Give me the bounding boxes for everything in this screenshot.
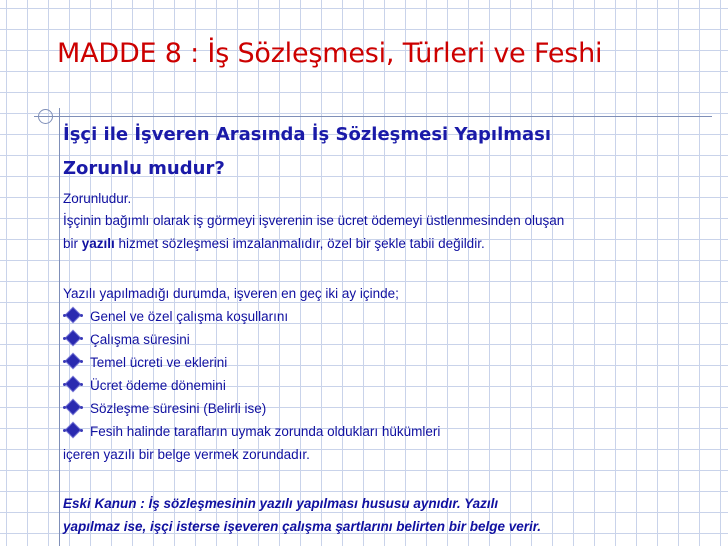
list-item bbox=[63, 308, 288, 324]
diamond-bullet-icon bbox=[63, 331, 85, 347]
intro-text: Yazılı yapılmadığı durumda, işveren en geç iki ay içinde; bbox=[63, 286, 399, 301]
diamond-bullet-icon bbox=[63, 377, 85, 393]
list-item bbox=[63, 354, 227, 370]
diamond-bullet-icon bbox=[63, 308, 85, 324]
heading-line-1: İşçi ile İşveren Arasında İş Sözleşmesi Yapılması bbox=[63, 124, 552, 145]
note-line-1: Eski Kanun : İş sözleşmesinin yazılı yapılması hususu aynıdır. Yazılı bbox=[63, 496, 499, 511]
list-item bbox=[63, 423, 440, 439]
list-item bbox=[63, 377, 226, 393]
paragraph-line-1: İşçinin bağımlı olarak iş görmeyi işverenin ise ücret ödemeyi üstlenmesinden oluşan bbox=[63, 213, 565, 228]
margin-circle-decoration bbox=[38, 109, 53, 124]
paragraph-line-2 bbox=[63, 236, 485, 251]
paragraph-line-2-post: hizmet sözleşmesi imzalanmalıdır, özel bir şekle tabii değildir. bbox=[114, 236, 485, 251]
list-item-label: Fesih halinde tarafların uymak zorunda oldukları hükümleri bbox=[90, 423, 441, 439]
list-item-label: Çalışma süresini bbox=[90, 331, 190, 347]
list-item-label: Genel ve özel çalışma koşullarını bbox=[90, 308, 289, 324]
diamond-bullet-icon bbox=[63, 354, 85, 370]
list-item-label: Temel ücreti ve eklerini bbox=[90, 354, 228, 370]
paragraph-line-2-pre: bir bbox=[63, 236, 82, 251]
list-item bbox=[63, 400, 266, 416]
list-item-label: Ücret ödeme dönemini bbox=[90, 377, 226, 393]
answer-text: Zorunludur. bbox=[63, 191, 132, 206]
closing-text: içeren yazılı bir belge vermek zorundadır. bbox=[63, 447, 310, 462]
vertical-rule bbox=[59, 108, 60, 546]
heading-line-2: Zorunlu mudur? bbox=[63, 158, 225, 179]
list-item-label: Sözleşme süresini (Belirli ise) bbox=[90, 400, 267, 416]
horizontal-rule bbox=[34, 116, 712, 117]
list-item bbox=[63, 331, 190, 347]
paragraph-line-2-bold: yazılı bbox=[81, 236, 115, 251]
note-line-2: yapılmaz ise, işçi isterse işeveren çalışma şartlarını belirten bir belge verir. bbox=[63, 519, 542, 534]
diamond-bullet-icon bbox=[63, 423, 85, 439]
slide-title: MADDE 8 : İş Sözleşmesi, Türleri ve Feshi bbox=[57, 38, 603, 69]
diamond-bullet-icon bbox=[63, 400, 85, 416]
